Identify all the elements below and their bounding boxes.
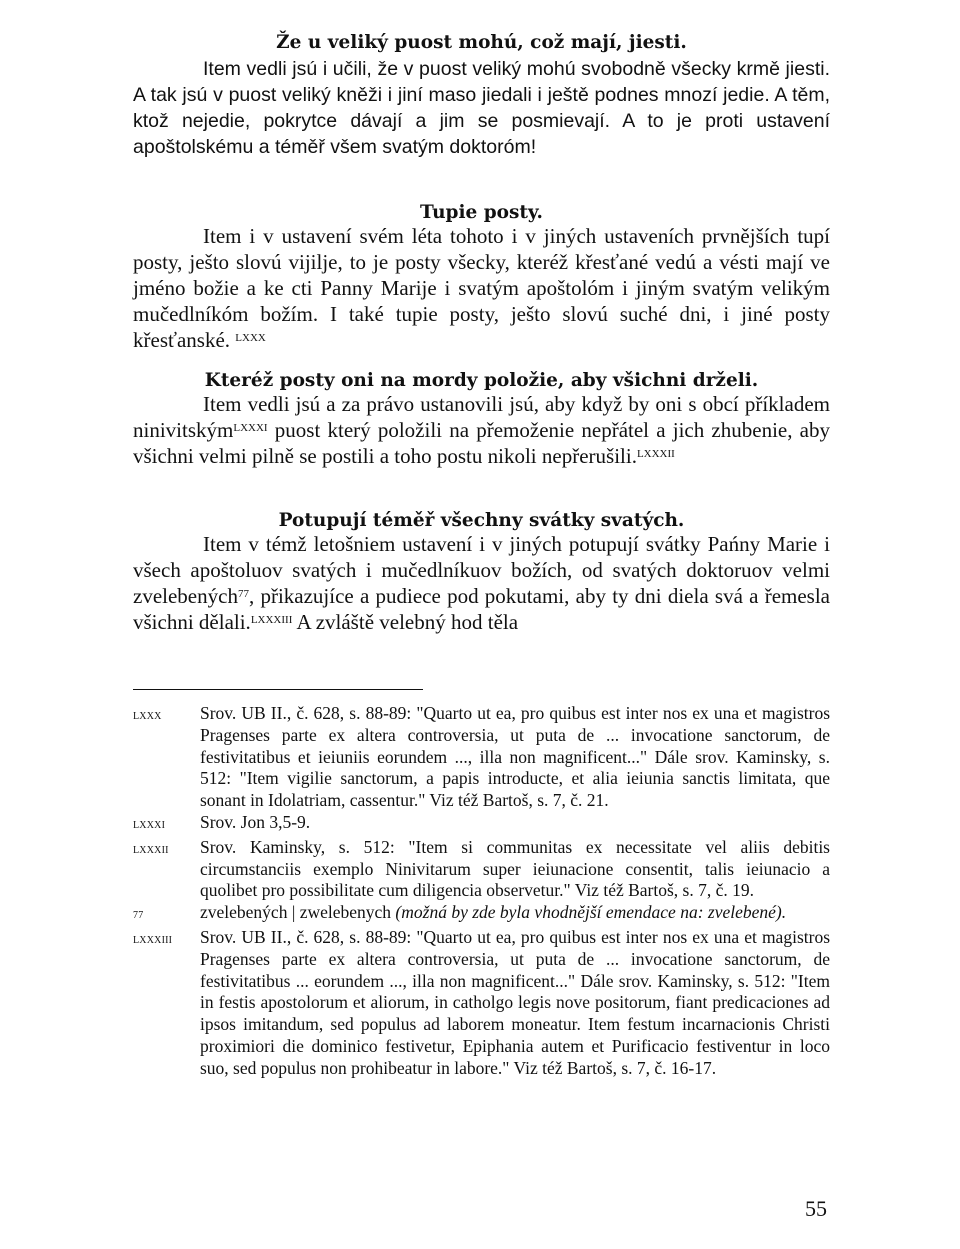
- footnote: [133, 812, 830, 837]
- footnote-text: Srov. Kaminsky, s. 512: "Item si communitas ex necessitate vel aliis debitis circumstanciis exemplo Ninivitarum super ieiunacione consentit, talis ieiunacio a quolibet pro possibilitate cum diligencia observetur." Viz též Bartoš, s. 7, č. 19.: [200, 836, 830, 901]
- section-heading: Kteréž posty oni na mordy položie, aby všichni drželi.: [204, 370, 759, 391]
- footnote-reference[interactable]: 77: [237, 588, 249, 600]
- paragraph: [133, 531, 830, 635]
- section-heading: Tupie posty.: [420, 202, 543, 223]
- footnote-text-plain: zvelebených | zwelebenych: [200, 902, 396, 923]
- footnotes: [133, 703, 830, 1080]
- paragraph-text: Item vedli jsú i učili, že v puost veliký mohú svobodně všecky krmě jiesti. A tak jsú v puost veliký kněži i jiní maso jiedali i ještě podnes mnozí jedie. A těm, ktož nejedie, pokrytce dávají a jim se posmievají. A to je proti ustavení apoštolskému a téměř všem svatým doktoróm!: [133, 58, 830, 158]
- footnote-reference[interactable]: LXXX: [235, 332, 266, 344]
- footnote-reference[interactable]: LXXXI: [233, 422, 268, 434]
- section-paragraph: [133, 223, 830, 353]
- footnote: [133, 837, 830, 902]
- footnote-mark: LXXXIII: [133, 934, 173, 946]
- footnote: [133, 703, 830, 812]
- paragraph-text: Item v témž letošniem ustavení i v jiných potupují svátky Pańny Marie i všech apoštoluov svatých i mučedlníkuov božích, od svatých doktoruov velmi zvelebených: [133, 532, 830, 608]
- footnote: [133, 927, 830, 1080]
- section-paragraph: [133, 391, 830, 469]
- section-heading: Potupují téměř všechny svátky svatých.: [278, 510, 685, 531]
- paragraph: [133, 223, 830, 353]
- footnote-mark: LXXXII: [133, 844, 169, 856]
- footnote-text: Srov. UB II., č. 628, s. 88-89: "Quarto ut ea, pro quibus est inter nos ex una et magistros Pragenses parte ex altera controversia, ut puta de ... invocatione sanctorum, de festivitatibus et ieiuniis eorundem ..., illa non magnificent..." Dále srov. Kaminsky, s. 512: "Item vigilie sanctorum, a papis introducte, et alia ieiunia sanctis limitata, que sonant in Idolatriam, cassentur." Viz též Bartoš, s. 7, č. 21.: [200, 703, 830, 811]
- section-paragraph: [133, 56, 830, 160]
- footnote-mark: LXXXI: [133, 819, 166, 831]
- footnote-reference[interactable]: LXXXII: [636, 448, 675, 460]
- footnote-mark: LXXX: [133, 711, 162, 722]
- paragraph: [133, 391, 830, 469]
- footnote-divider: [133, 689, 423, 690]
- footnote-text-italic: (možná by zde byla vhodnější emendace na: zvelebené).: [395, 902, 787, 923]
- paragraph-text: Item i v ustavení svém léta tohoto i v jiných ustaveních prvnějších tupí posty, ješto slovú vijilje, to je posty všecky, kteréž křesťané vedú a vésti mají ve jméno božie a ke cti Panny Marije i svatým apoštolóm i jiným svatým velikým mučedlníkóm božím. I také tupie posty, ješto slovú suché dni, i jiné posty křesťanské.: [133, 224, 830, 352]
- footnote-mark: 77: [133, 910, 144, 922]
- paragraph-text: puost který položili na přemoženie nepřátel a jich zhubenie, aby všichni velmi pilně se postili a toho postu nikoli nepřerušili.: [133, 418, 830, 468]
- paragraph-text: A zvláště velebný hod těla: [292, 610, 519, 634]
- footnote-text: Srov. UB II., č. 628, s. 88-89: "Quarto ut ea, pro quibus est inter nos ex una et magistros Pragenses parte ex altera controversia, ut puta de ... invocatione sanctorum, de festivitatibus ... eorundem ..., illa non magnificent..." Dále srov. Kaminsky, s. 512: "Item in festis apostolorum et aliorum, in catholgo legis nove positorum, fiant predicaciones ad ipsos imitandum, sed populus ad laborem moneatur. Item festum incarnacionis Christi proximiori die dominico festivetur, Epiphania autem et Purificacio festiventur in loco suo, sed populus non prohibeatur in labore." Viz též Bartoš, s. 7, č. 16-17.: [200, 926, 830, 1078]
- section-heading: Že u veliký puost mohú, což mají, jiesti.: [276, 32, 687, 53]
- footnote-reference[interactable]: LXXXIII: [250, 614, 293, 626]
- footnote: [133, 902, 830, 927]
- section-paragraph: [133, 531, 830, 635]
- paragraph-text: , přikazujíce a pudiece pod pokutami, aby ty dni diela svá a řemesla všichni dělali.: [133, 584, 830, 634]
- footnote-text: [200, 902, 830, 927]
- page-number: 55: [805, 1196, 827, 1221]
- footnote-text: Srov. Jon 3,5-9.: [200, 811, 311, 832]
- paragraph-text: Item vedli jsú a za právo ustanovili jsú, aby když by oni s obcí příkladem ninivitským: [133, 392, 830, 442]
